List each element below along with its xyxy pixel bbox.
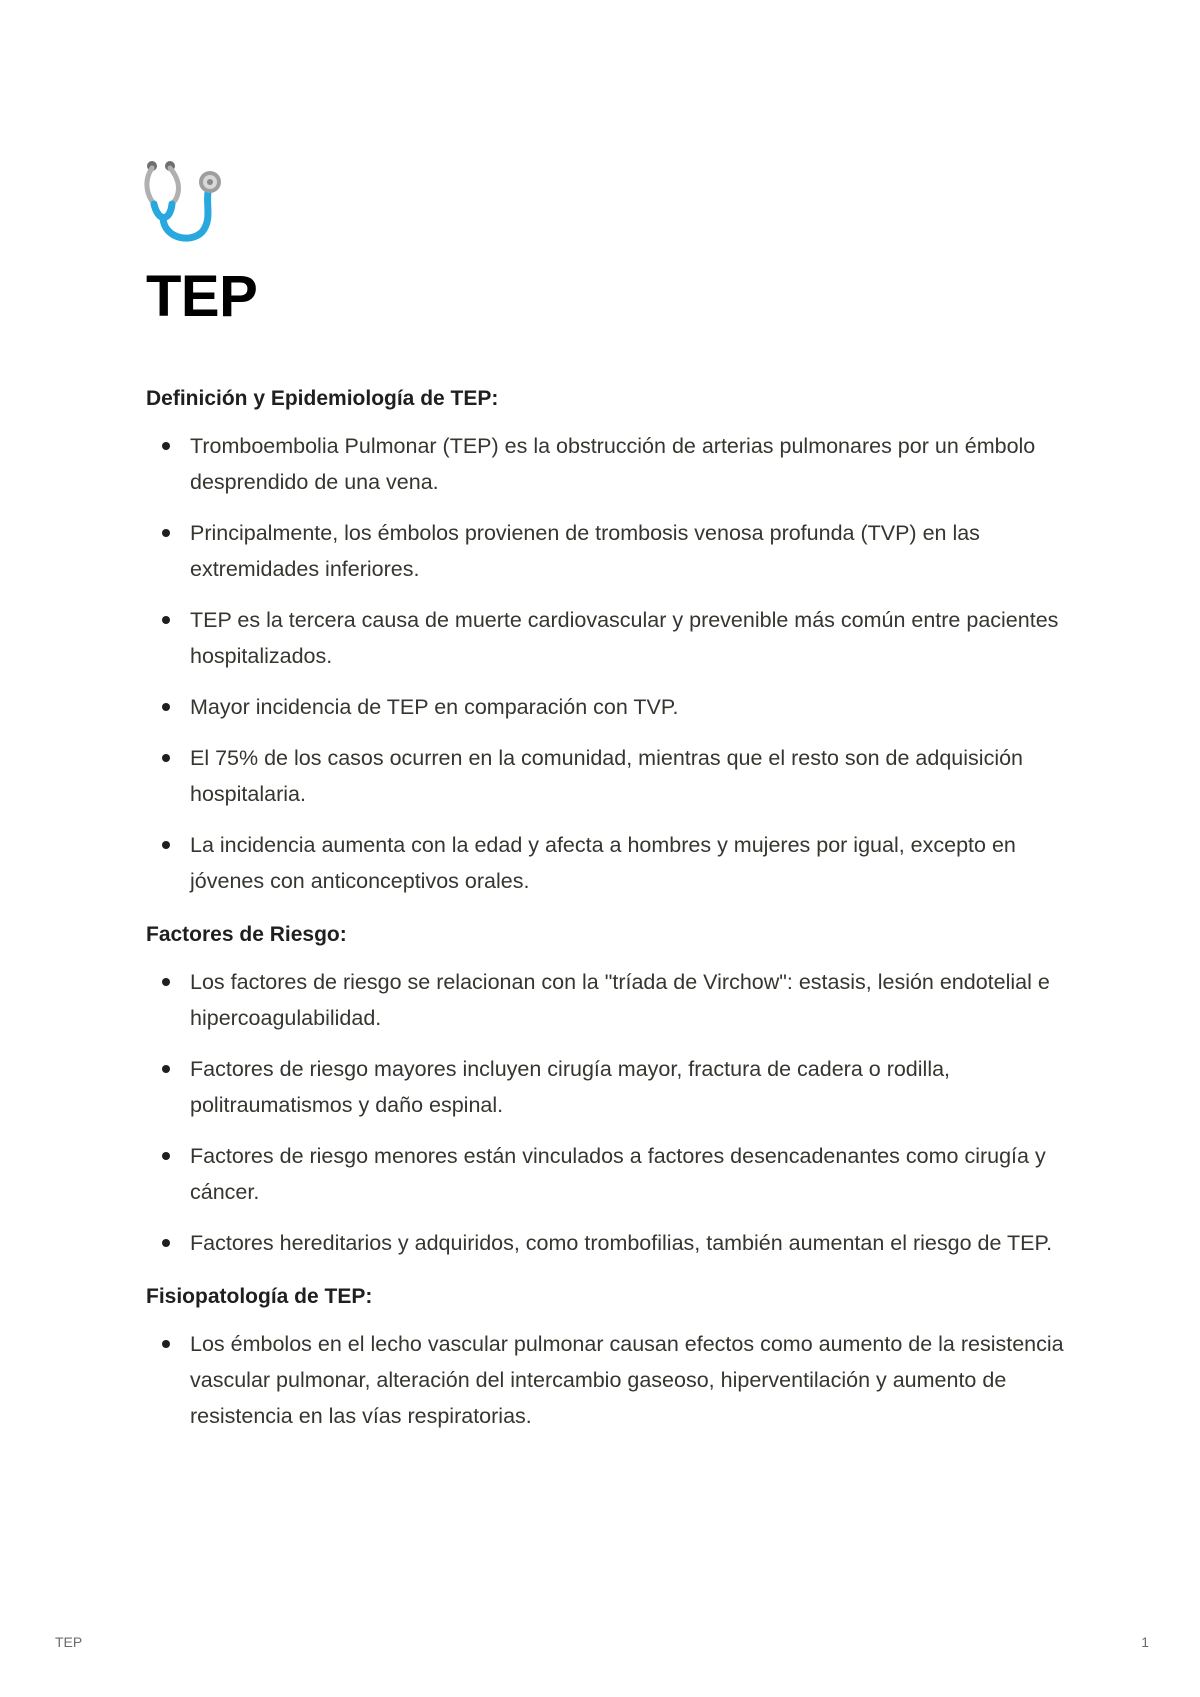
section-heading-fisiopatologia: Fisiopatología de TEP: xyxy=(146,1285,373,1308)
document-body xyxy=(146,384,1066,1455)
bullet-dot-icon xyxy=(162,1239,170,1247)
list-item xyxy=(146,1051,1066,1123)
bullet-dot-icon xyxy=(162,616,170,624)
list-item xyxy=(146,602,1066,674)
page-title: TEP xyxy=(146,264,258,329)
bullet-list-definicion xyxy=(146,428,1066,899)
list-item-text: Los factores de riesgo se relacionan con la "tríada de Virchow": estasis, lesión endotelial e hipercoagulabilidad. xyxy=(190,970,1050,1030)
section-heading-factores-riesgo: Factores de Riesgo: xyxy=(146,923,347,946)
bullet-dot-icon xyxy=(162,1340,170,1348)
list-item xyxy=(146,428,1066,500)
stethoscope-icon xyxy=(140,160,240,250)
list-item xyxy=(146,515,1066,587)
list-item xyxy=(146,827,1066,899)
bullet-dot-icon xyxy=(162,442,170,450)
bullet-dot-icon xyxy=(162,1065,170,1073)
list-item xyxy=(146,689,1066,725)
bullet-list-fisiopatologia xyxy=(146,1326,1066,1434)
footer-page-number: 1 xyxy=(1141,1634,1149,1650)
list-item-text: TEP es la tercera causa de muerte cardiovascular y prevenible más común entre pacientes hospitalizados. xyxy=(190,608,1059,668)
list-item-text: La incidencia aumenta con la edad y afecta a hombres y mujeres por igual, excepto en jóvenes con anticonceptivos orales. xyxy=(190,833,1016,893)
section-heading-definicion: Definición y Epidemiología de TEP: xyxy=(146,387,499,410)
list-item-text: El 75% de los casos ocurren en la comunidad, mientras que el resto son de adquisición hospitalaria. xyxy=(190,746,1024,806)
bullet-list-factores-riesgo xyxy=(146,964,1066,1261)
bullet-dot-icon xyxy=(162,703,170,711)
list-item-text: Mayor incidencia de TEP en comparación con TVP. xyxy=(190,695,679,719)
list-item-text: Factores de riesgo mayores incluyen cirugía mayor, fractura de cadera o rodilla, politraumatismos y daño espinal. xyxy=(190,1057,951,1117)
list-item-text: Principalmente, los émbolos provienen de trombosis venosa profunda (TVP) en las extremidades inferiores. xyxy=(190,521,980,581)
list-item-text: Los émbolos en el lecho vascular pulmonar causan efectos como aumento de la resistencia vascular pulmonar, alteración del intercambio gaseoso, hiperventilación y aumento de resistencia en las vías respiratorias. xyxy=(190,1332,1064,1428)
list-item xyxy=(146,1326,1066,1434)
bullet-dot-icon xyxy=(162,1152,170,1160)
list-item-text: Factores de riesgo menores están vinculados a factores desencadenantes como cirugía y cáncer. xyxy=(190,1144,1046,1204)
footer-document-title: TEP xyxy=(55,1634,83,1650)
bullet-dot-icon xyxy=(162,529,170,537)
list-item xyxy=(146,964,1066,1036)
bullet-dot-icon xyxy=(162,754,170,762)
bullet-dot-icon xyxy=(162,841,170,849)
list-item-text: Factores hereditarios y adquiridos, como trombofilias, también aumentan el riesgo de TEP. xyxy=(190,1231,1053,1255)
list-item xyxy=(146,740,1066,812)
list-item-text: Tromboembolia Pulmonar (TEP) es la obstrucción de arterias pulmonares por un émbolo desprendido de una vena. xyxy=(190,434,1036,494)
list-item xyxy=(146,1138,1066,1210)
list-item xyxy=(146,1225,1066,1261)
bullet-dot-icon xyxy=(162,978,170,986)
